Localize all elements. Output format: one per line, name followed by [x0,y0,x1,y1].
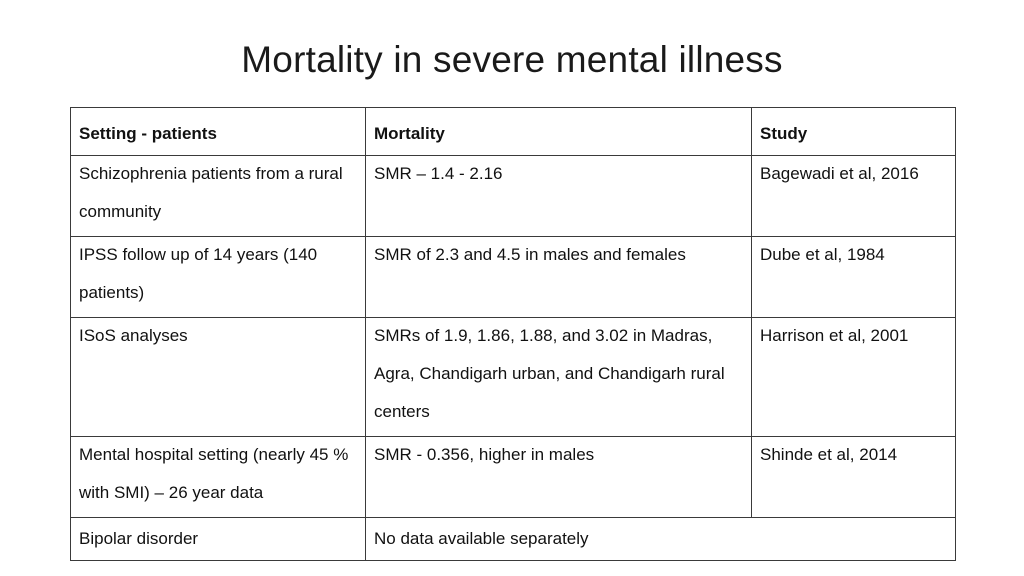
cell-mortality [366,318,752,437]
table-row [71,156,956,237]
cell-setting [71,518,366,561]
cell-text: SMRs of 1.9, 1.86, 1.88, and 3.02 in Madras, Agra, Chandigarh urban, and Chandigarh rural centers [374,326,725,421]
cell-setting [71,437,366,518]
header-study: Study [752,108,956,156]
cell-mortality [366,237,752,318]
cell-text: Dube et al, 1984 [760,245,885,264]
cell-study [752,437,956,518]
cell-text: SMR – 1.4 - 2.16 [374,164,503,183]
cell-text: ISoS analyses [79,326,188,345]
header-mortality: Mortality [366,108,752,156]
cell-mortality-merged [366,518,956,561]
cell-setting [71,237,366,318]
cell-mortality [366,156,752,237]
header-setting-patients: Setting - patients [71,108,366,156]
cell-setting [71,156,366,237]
cell-mortality [366,437,752,518]
cell-text: Bipolar disorder [79,529,199,548]
cell-study [752,156,956,237]
cell-text: No data available separately [374,529,589,548]
cell-text: Schizophrenia patients from a rural community [79,164,343,221]
table-row [71,518,956,561]
cell-study [752,318,956,437]
cell-text: Harrison et al, 2001 [760,326,909,345]
cell-study [752,237,956,318]
cell-text: Mental hospital setting (nearly 45 % with SMI) – 26 year data [79,445,349,502]
cell-text: IPSS follow up of 14 years (140 patients) [79,245,318,302]
cell-setting [71,318,366,437]
table-header-row [71,108,956,156]
cell-text: SMR - 0.356, higher in males [374,445,595,464]
cell-text: Bagewadi et al, 2016 [760,164,919,183]
cell-text: Shinde et al, 2014 [760,445,898,464]
table-row [71,318,956,437]
table-row [71,437,956,518]
cell-text: SMR of 2.3 and 4.5 in males and females [374,245,686,264]
table-row [71,237,956,318]
mortality-table [70,107,955,561]
slide-title: Mortality in severe mental illness [241,39,783,80]
